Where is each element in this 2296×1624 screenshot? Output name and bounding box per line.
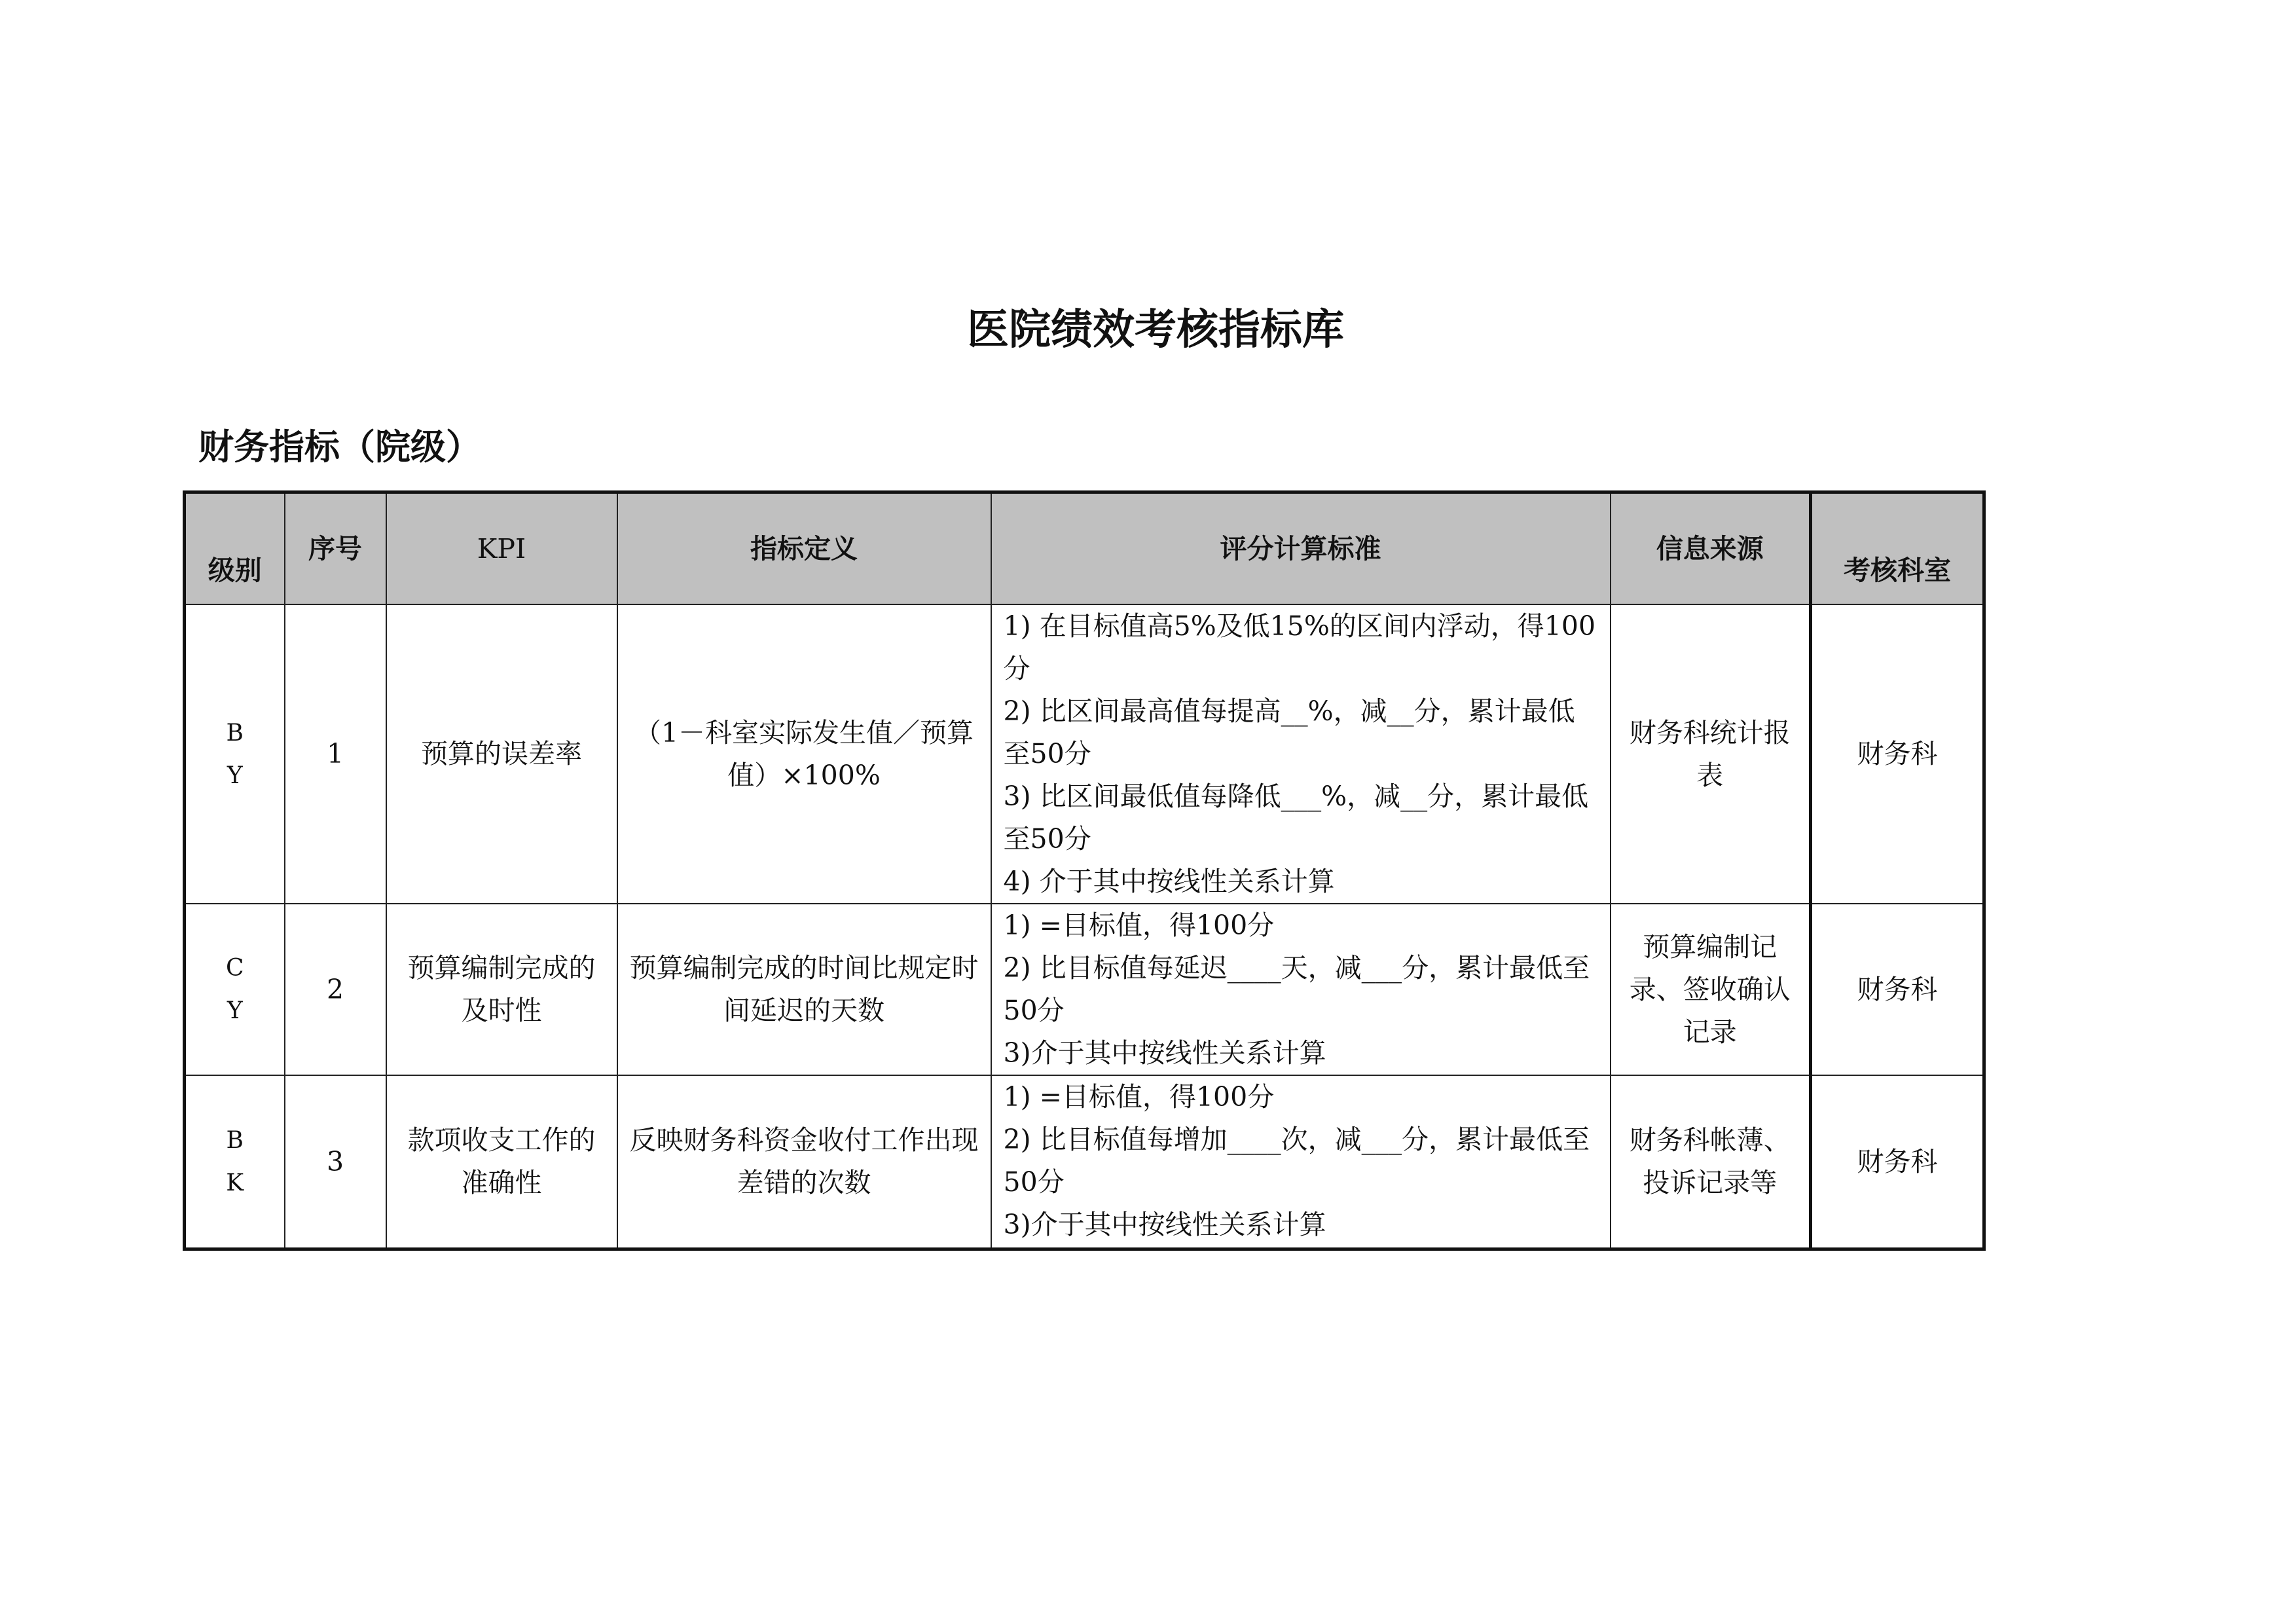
source-cell: 财务科帐薄、投诉记录等	[1611, 1075, 1811, 1249]
dept-cell: 财务科	[1811, 904, 1984, 1075]
criteria-line: 2) 比目标值每增加____次，减___分，累计最低至50分	[1003, 1124, 1590, 1198]
kpi-table	[183, 490, 1986, 1251]
criteria-line: 3)介于其中按线性关系计算	[1003, 1037, 1326, 1069]
section-title: 财务指标（院级）	[198, 426, 481, 468]
level-cell	[185, 1075, 285, 1249]
source-cell: 财务科统计报表	[1611, 604, 1811, 904]
header-criteria: 评分计算标准	[991, 492, 1611, 605]
criteria-line: 3) 比区间最低值每降低___%，减__分，累计最低至50分	[1003, 781, 1589, 855]
level-letter: Y	[227, 762, 243, 789]
no-cell: 3	[285, 1075, 386, 1249]
level-letter: B	[226, 1127, 244, 1154]
kpi-cell: 预算的误差率	[386, 604, 617, 904]
criteria-cell	[991, 1075, 1611, 1249]
no-cell: 1	[285, 604, 386, 904]
table-row	[185, 904, 1984, 1075]
header-level: 级别	[185, 492, 285, 605]
criteria-line: 2) 比区间最高值每提高__%，减__分，累计最低至50分	[1003, 695, 1575, 769]
criteria-line: 4) 介于其中按线性关系计算	[1003, 866, 1335, 897]
definition-cell: （1－科室实际发生值／预算值）×100%	[617, 604, 991, 904]
header-definition: 指标定义	[617, 492, 991, 605]
level-cell	[185, 904, 285, 1075]
criteria-line: 3)介于其中按线性关系计算	[1003, 1209, 1326, 1240]
document-title: 医院绩效考核指标库	[967, 306, 1344, 354]
definition-cell: 预算编制完成的时间比规定时间延迟的天数	[617, 904, 991, 1075]
criteria-line: 2) 比目标值每延迟____天，减___分，累计最低至50分	[1003, 952, 1590, 1026]
kpi-cell: 款项收支工作的准确性	[386, 1075, 617, 1249]
level-cell	[185, 604, 285, 904]
table-row	[185, 604, 1984, 904]
criteria-line: 1) =目标值，得100分	[1003, 1081, 1275, 1113]
no-cell: 2	[285, 904, 386, 1075]
level-letter: K	[226, 1170, 244, 1196]
criteria-line: 1) =目标值，得100分	[1003, 910, 1275, 941]
header-kpi: KPI	[386, 492, 617, 605]
header-source: 信息来源	[1611, 492, 1811, 605]
kpi-cell: 预算编制完成的及时性	[386, 904, 617, 1075]
level-letter: Y	[227, 997, 243, 1024]
criteria-cell	[991, 904, 1611, 1075]
header-no: 序号	[285, 492, 386, 605]
criteria-cell	[991, 604, 1611, 904]
criteria-line: 1) 在目标值高5%及低15%的区间内浮动，得100分	[1003, 610, 1596, 684]
level-letter: B	[226, 719, 244, 747]
level-letter: C	[225, 955, 244, 982]
header-dept: 考核科室	[1811, 492, 1984, 605]
definition-cell: 反映财务科资金收付工作出现差错的次数	[617, 1075, 991, 1249]
source-cell: 预算编制记录、签收确认记录	[1611, 904, 1811, 1075]
dept-cell: 财务科	[1811, 604, 1984, 904]
table-header-row	[185, 492, 1984, 605]
table-row	[185, 1075, 1984, 1249]
dept-cell: 财务科	[1811, 1075, 1984, 1249]
